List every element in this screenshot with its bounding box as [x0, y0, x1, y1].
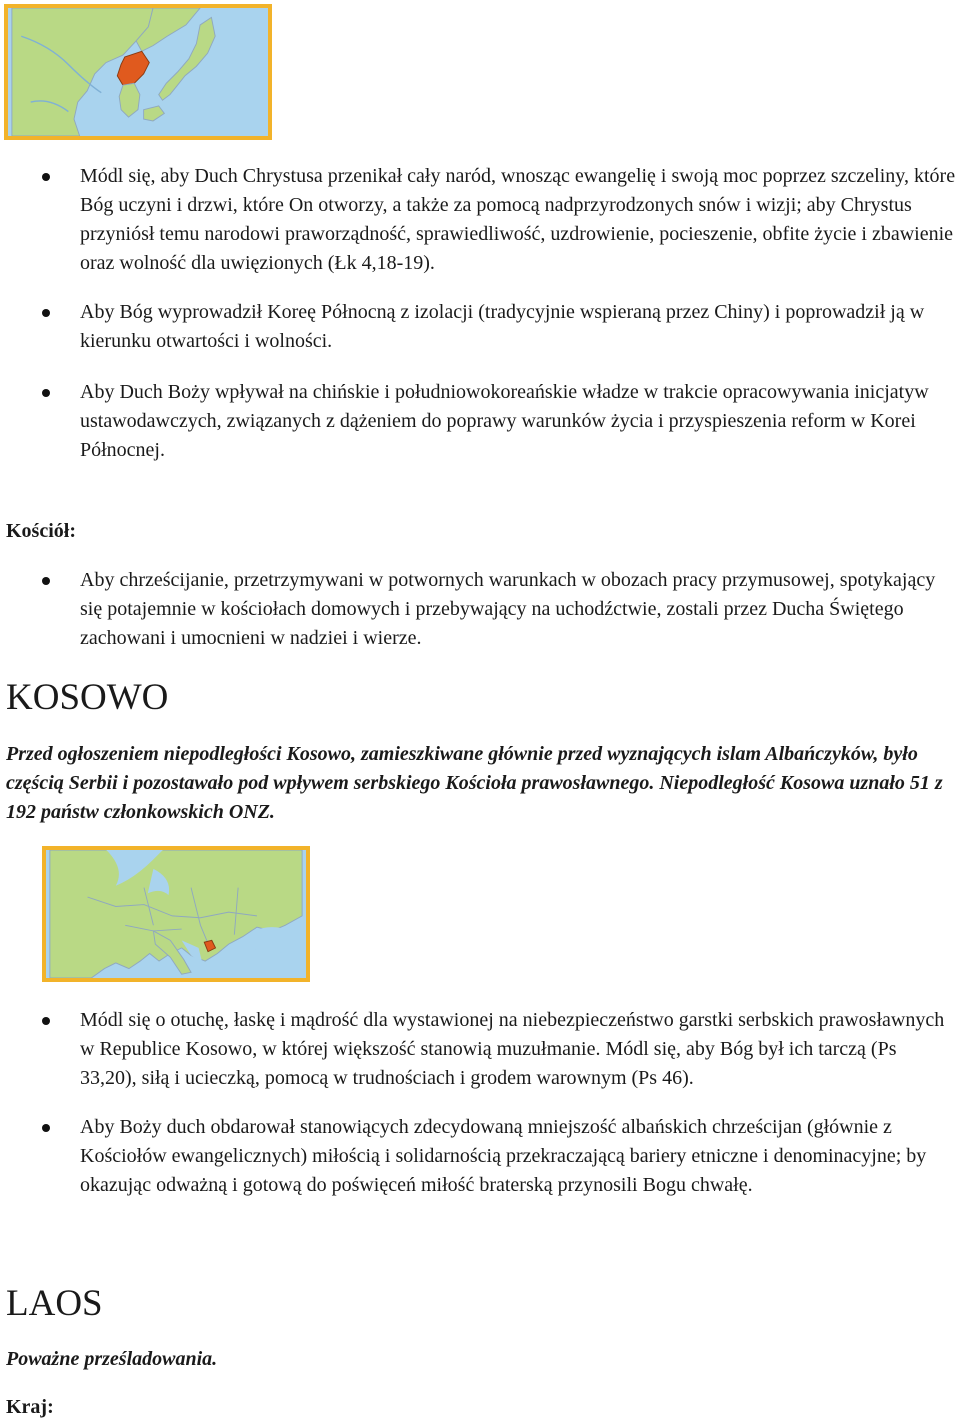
bullet-icon	[42, 1017, 50, 1025]
prayer-text: Módl się o otuchę, łaskę i mądrość dla wystawionej na niebezpieczeństwo garstki serbskich prawosławnych w Republice Kosowo, w której większość stanowią muzułmanie. Módl się, aby Bóg był ich tarczą (Ps 33,20), siłą i ucieczką, pomocą w trudnościach i grodem warownym (Ps 46).	[80, 1009, 945, 1089]
list-item	[0, 162, 960, 278]
korea-map	[4, 4, 272, 140]
laos-heading: LAOS	[6, 1283, 103, 1324]
prayer-text: Aby chrześcijanie, przetrzymywani w potwornych warunkach w obozach pracy przymusowej, spotykający się potajemnie w kościołach domowych i przebywający na uchodźctwie, zostali przez Ducha Świętego zachowani i umocnieni w nadziei i wierze.	[80, 569, 936, 649]
prayer-text: Aby Bóg wyprowadził Koreę Północną z izolacji (tradycyjnie wspieraną przez Chiny) i poprowadził ją w kierunku otwartości i wolności.	[80, 301, 925, 352]
list-item	[0, 1113, 960, 1200]
prayer-text: Módl się, aby Duch Chrystusa przenikał cały naród, wnosząc ewangelię i swoją moc poprzez szczeliny, które Bóg uczyni i drzwi, które On otworzy, a także za pomocą nadprzyrodzonych snów i wizji; aby Chrystus przyniósł temu narodowi praworządność, sprawiedliwość, uzdrowienie, pocieszenie, obfite życie i zbawienie oraz wolność dla uwięzionych (Łk 4,18-19).	[80, 165, 956, 274]
list-item	[0, 1006, 960, 1093]
korea-map-graphic	[8, 8, 268, 136]
church-label: Kościół:	[6, 520, 76, 542]
kosovo-heading: KOSOWO	[6, 677, 169, 718]
list-item	[0, 378, 960, 465]
list-item	[0, 298, 960, 356]
prayer-text: Aby Boży duch obdarował stanowiących zdecydowaną mniejszość albańskich chrześcijan (głównie z Kościołów ewangelicznych) miłością i solidarnością przekraczającą bariery etniczne i denominacyjne; by okazując odważną i gotową do poświęceń miłość braterską przynosili Bogu chwałę.	[80, 1116, 927, 1196]
laos-status: Poważne prześladowania.	[6, 1348, 218, 1370]
bullet-icon	[42, 389, 50, 397]
bullet-icon	[42, 1124, 50, 1132]
bullet-icon	[42, 309, 50, 317]
country-label: Kraj:	[6, 1396, 54, 1418]
list-item	[0, 566, 960, 653]
bullet-icon	[42, 577, 50, 585]
korea-prayer-list	[0, 162, 960, 465]
kosovo-intro: Przed ogłoszeniem niepodległości Kosowo, zamieszkiwane głównie przed wyznających islam Albańczyków, było częścią Serbii i pozostawało pod wpływem serbskiego Kościoła prawosławnego. Niepodległość Kosowa uznało 51 z 192 państw członkowskich ONZ.	[6, 743, 943, 823]
kosovo-map	[42, 846, 310, 982]
kosovo-map-graphic	[46, 850, 306, 978]
church-prayer-list	[0, 566, 960, 653]
kosovo-prayer-list	[0, 1006, 960, 1200]
prayer-text: Aby Duch Boży wpływał na chińskie i południowokoreańskie władze w trakcie opracowywania inicjatyw ustawodawczych, związanych z dążeniem do poprawy warunków życia i przyspieszenia reform w Korei Północnej.	[80, 381, 929, 461]
bullet-icon	[42, 173, 50, 181]
